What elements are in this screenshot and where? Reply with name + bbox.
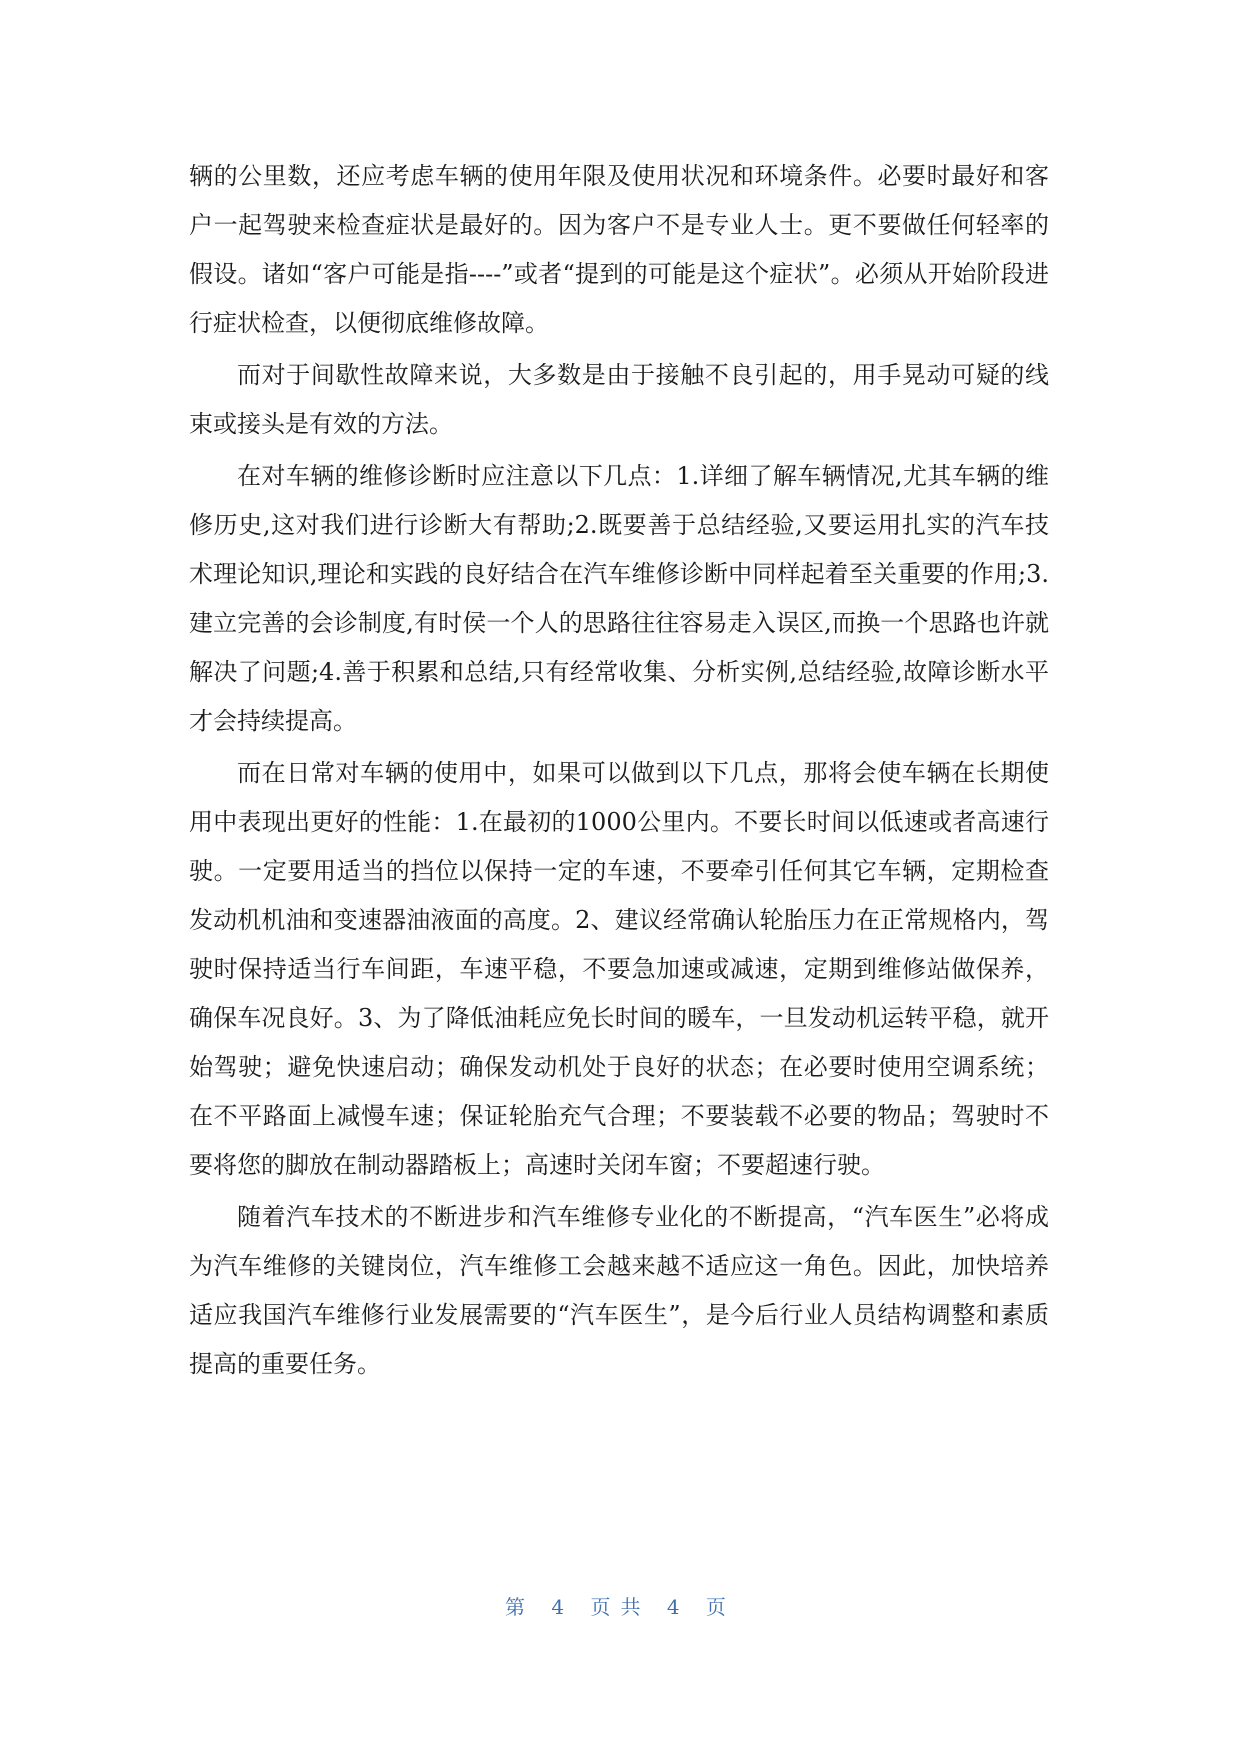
- document-body: [189, 152, 1049, 1392]
- paragraph-continued: 辆的公里数，还应考虑车辆的使用年限及使用状况和环境条件。必要时最好和客户一起驾驶来检查症状是最好的。因为客户不是专业人士。更不要做任何轻率的假设。诸如“客户可能是指----”或者“提到的可能是这个症状”。必须从开始阶段进行症状检查，以便彻底维修故障。: [189, 162, 1049, 337]
- paragraph-diagnosis-tips: 在对车辆的维修诊断时应注意以下几点：1.详细了解车辆情况,尤其车辆的维修历史,这对我们进行诊断大有帮助;2.既要善于总结经验,又要运用扎实的汽车技术理论知识,理论和实践的良好结合在汽车维修诊断中同样起着至关重要的作用;3.建立完善的会诊制度,有时侯一个人的思路往往容易走入误区,而换一个思路也许就解决了问题;4.善于积累和总结,只有经常收集、分析实例,总结经验,故障诊断水平才会持续提高。: [189, 462, 1049, 735]
- page-number-footer: 第 4 页共 4 页: [505, 1595, 736, 1619]
- paragraph-daily-use-tips: 而在日常对车辆的使用中，如果可以做到以下几点，那将会使车辆在长期使用中表现出更好的性能：1.在最初的1000公里内。不要长时间以低速或者高速行驶。一定要用适当的挡位以保持一定的车速，不要牵引任何其它车辆，定期检查发动机机油和变速器油液面的高度。2、建议经常确认轮胎压力在正常规格内，驾驶时保持适当行车间距，车速平稳，不要急加速或减速，定期到维修站做保养，确保车况良好。3、为了降低油耗应免长时间的暖车，一旦发动机运转平稳，就开始驾驶；避免快速启动；确保发动机处于良好的状态；在必要时使用空调系统；在不平路面上减慢车速；保证轮胎充气合理；不要装载不必要的物品；驾驶时不要将您的脚放在制动器踏板上；高速时关闭车窗；不要超速行驶。: [189, 759, 1049, 1179]
- paragraph-intermittent-faults: 而对于间歇性故障来说，大多数是由于接触不良引起的，用手晃动可疑的线束或接头是有效的方法。: [189, 361, 1049, 438]
- paragraph-conclusion: 随着汽车技术的不断进步和汽车维修专业化的不断提高，“汽车医生”必将成为汽车维修的关键岗位，汽车维修工会越来越不适应这一角色。因此，加快培养适应我国汽车维修行业发展需要的“汽车医生”，是今后行业人员结构调整和素质提高的重要任务。: [189, 1203, 1049, 1378]
